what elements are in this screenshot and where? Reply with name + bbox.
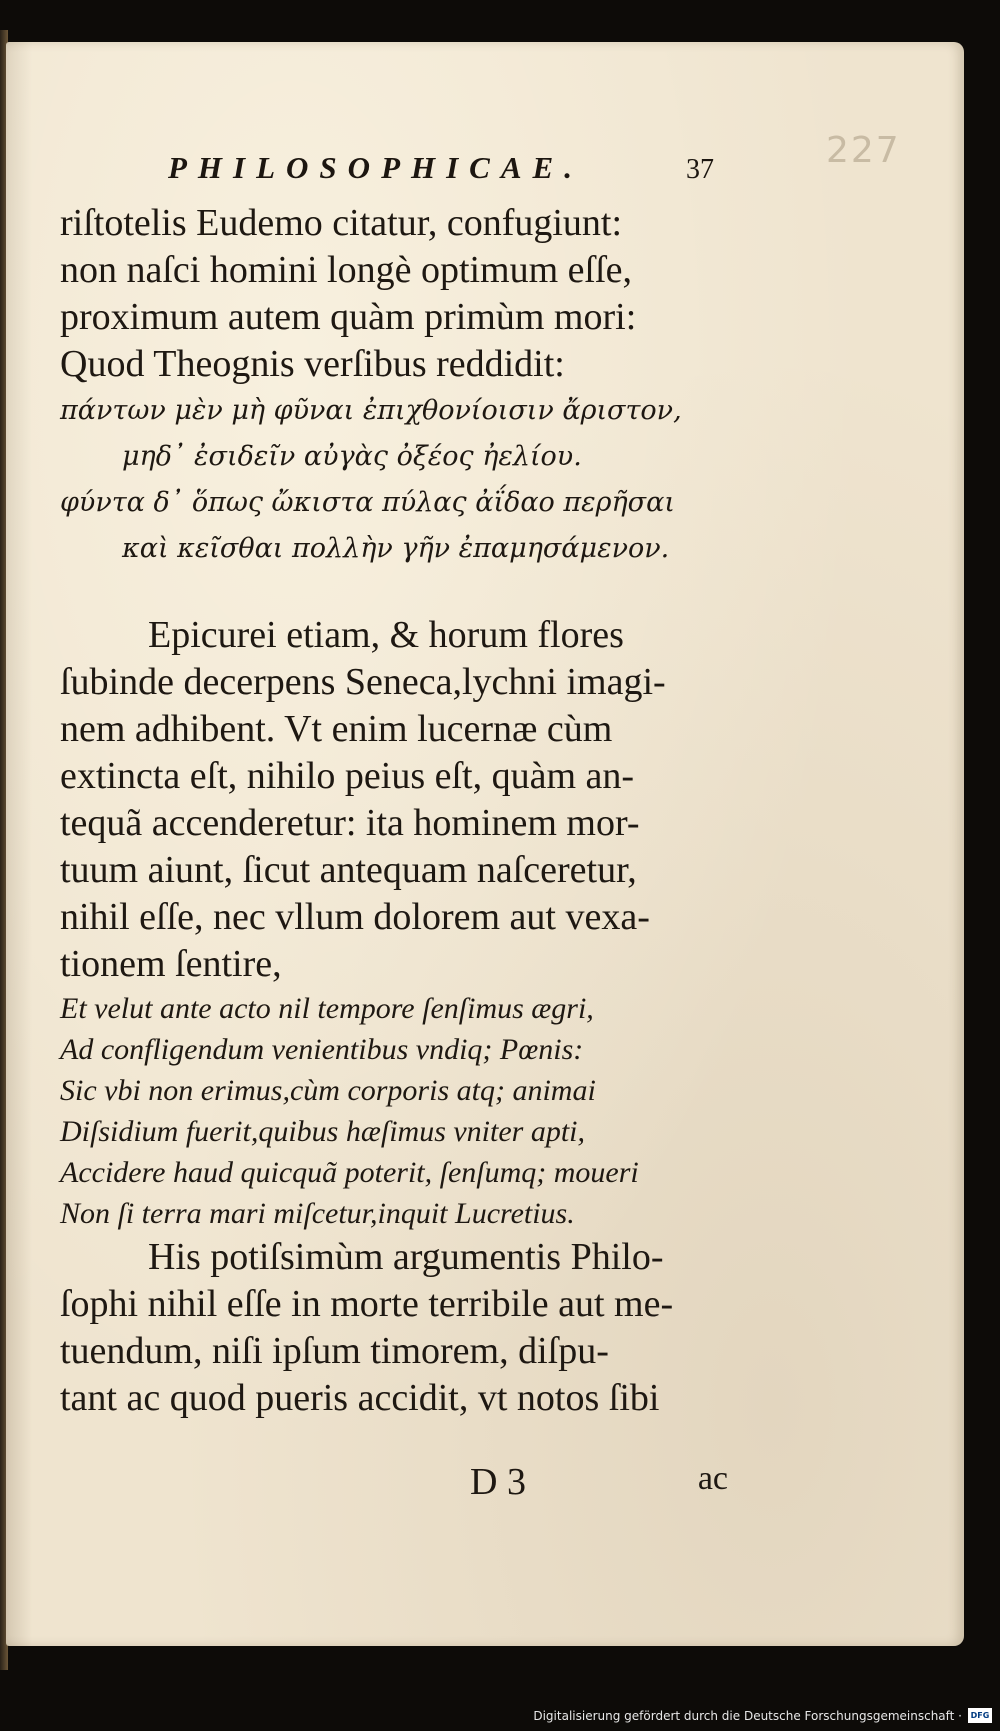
text-line: nem adhibent. Vt enim lucernæ cùm xyxy=(60,708,613,750)
signature-mark: D 3 xyxy=(470,1461,526,1503)
text-line: riſtotelis Eudemo citatur, confugiunt: xyxy=(60,202,623,244)
text-line: tant ac quod pueris accidit, vt notos ſibi xyxy=(60,1377,660,1419)
text-line: extincta eſt, nihilo peius eſt, quàm an- xyxy=(60,755,635,797)
running-head: PHILOSOPHICAE. xyxy=(168,150,583,185)
greek-verse-line: καὶ κεῖσθαι πολλὴν γῆν ἐπαμησάμενον. xyxy=(122,533,670,564)
dfg-logo: DFG xyxy=(968,1708,992,1723)
lucretius-verse-line: Non ſi terra mari miſcetur,inquit Lucretius. xyxy=(60,1197,575,1230)
text-line: tuum aiunt, ſicut antequam naſceretur, xyxy=(60,849,637,891)
text-line: non naſci homini longè optimum eſſe, xyxy=(60,249,633,291)
book-page xyxy=(6,42,964,1646)
page-foot xyxy=(60,1460,728,1504)
greek-verse-line: φύντα δ᾽ ὅπως ὤκιστα πύλας ἀΐδαο περῆσαι xyxy=(60,487,675,518)
lucretius-verse-line: Ad confligendum venientibus vndiq; Pœnis: xyxy=(60,1033,584,1066)
pencil-folio-mark: 227 xyxy=(826,130,901,171)
text-line: tionem ſentire, xyxy=(60,943,282,985)
text-line: tequã accenderetur: ita hominem mor- xyxy=(60,802,640,844)
main-text xyxy=(60,200,728,1422)
lucretius-verse-line: Diſsidium fuerit,quibus hæſimus vniter apti, xyxy=(60,1115,586,1148)
digitization-credit: Digitalisierung gefördert durch die Deutsche Forschungsgemeinschaft · xyxy=(533,1709,962,1723)
text-line: tuendum, niſi ipſum timorem, diſpu- xyxy=(60,1330,609,1372)
page-number: 37 xyxy=(686,154,714,185)
lucretius-verse-line: Sic vbi non erimus,cùm corporis atq; animai xyxy=(60,1074,596,1107)
text-line: Quod Theognis verſibus reddidit: xyxy=(60,343,565,385)
greek-verse-line: πάντων μὲν μὴ φῦναι ἐπιχθονίοισιν ἄριστον, xyxy=(60,395,682,426)
text-line: His potiſsimùm argumentis Philo- xyxy=(148,1236,664,1278)
catchword: ac xyxy=(697,1460,728,1497)
text-line: ſophi nihil eſſe in morte terribile aut me- xyxy=(60,1283,674,1325)
lucretius-verse-line: Et velut ante acto nil tempore ſenſimus ægri, xyxy=(60,992,594,1025)
text-line: Epicurei etiam, & horum flores xyxy=(148,614,624,656)
text-line: proximum autem quàm primùm mori: xyxy=(60,296,637,338)
greek-verse-line: μηδ᾽ ἐσιδεῖν αὐγὰς ὀξέος ἠελίου. xyxy=(122,441,582,472)
paragraph-gap xyxy=(60,572,728,612)
text-line: nihil eſſe, nec vllum dolorem aut vexa- xyxy=(60,896,650,938)
text-line: ſubinde decerpens Seneca,lychni imagi- xyxy=(60,661,666,703)
lucretius-verse-line: Accidere haud quicquã poterit, ſenſumq; moueri xyxy=(60,1156,639,1189)
